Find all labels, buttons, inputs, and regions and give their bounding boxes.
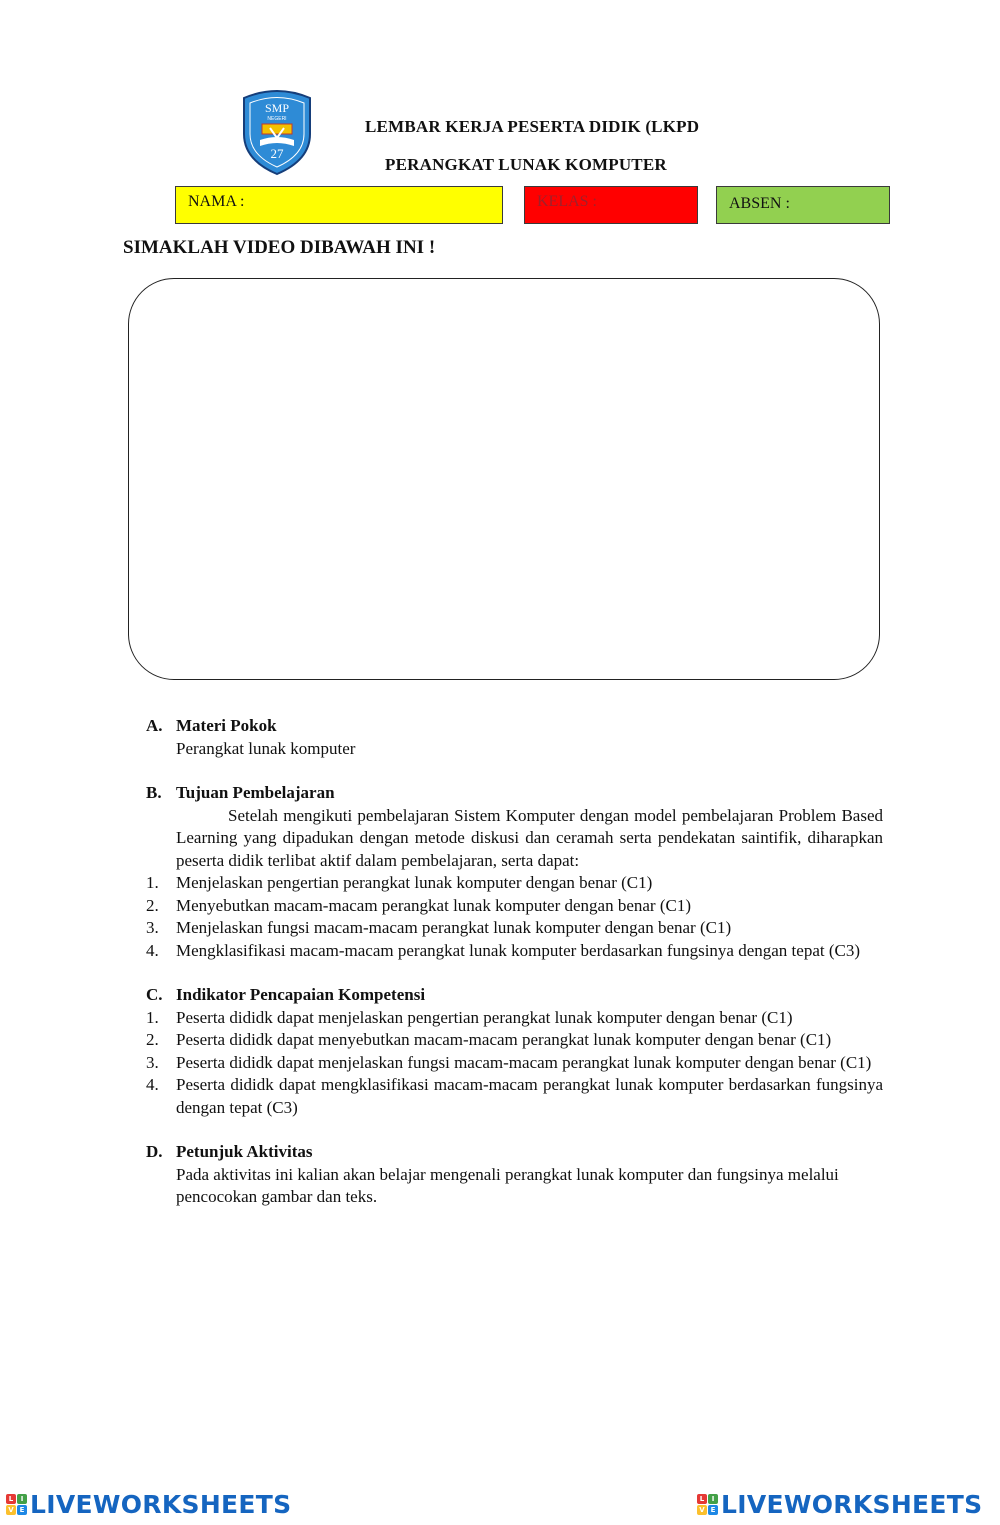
document-subtitle: PERANGKAT LUNAK KOMPUTER xyxy=(385,155,667,174)
section-letter: A. xyxy=(146,716,163,735)
watermark-right xyxy=(697,1490,982,1519)
kelas-field[interactable]: KELAS : xyxy=(524,186,698,224)
item-number: 3. xyxy=(146,918,159,937)
item-number: 4. xyxy=(146,1075,159,1094)
item-text: Menjelaskan pengertian perangkat lunak komputer dengan benar (C1) xyxy=(176,873,653,892)
item-number: 1. xyxy=(146,873,159,892)
item-text: Menyebutkan macam-macam perangkat lunak komputer dengan benar (C1) xyxy=(176,895,691,915)
list-item xyxy=(146,872,883,895)
video-frame[interactable] xyxy=(128,278,880,680)
list-item xyxy=(146,917,883,940)
section-letter: B. xyxy=(146,783,162,802)
section-letter: D. xyxy=(146,1142,163,1161)
svg-text:NEGERI: NEGERI xyxy=(267,116,287,122)
item-number: 4. xyxy=(146,940,159,960)
svg-text:27: 27 xyxy=(270,146,284,161)
section-tujuan-pembelajaran xyxy=(146,782,883,962)
section-heading xyxy=(146,715,883,738)
liveworksheets-logo-icon: L I V E xyxy=(697,1494,718,1515)
video-instruction: SIMAKLAH VIDEO DIBAWAH INI ! xyxy=(123,237,436,258)
section-heading xyxy=(146,984,883,1007)
watermark-text: LIVEWORKSHEETS xyxy=(721,1490,983,1519)
liveworksheets-logo-icon: L I V E xyxy=(6,1494,27,1515)
section-body: Pada aktivitas ini kalian akan belajar mengenali perangkat lunak komputer dan fungsinya melalui pencocokan gambar dan teks. xyxy=(176,1164,839,1206)
item-number: 1. xyxy=(146,1007,159,1027)
svg-text:SMP: SMP xyxy=(264,101,290,115)
list-item xyxy=(146,1074,883,1119)
item-number: 3. xyxy=(146,1052,159,1072)
item-text: Menjelaskan fungsi macam-macam perangkat lunak komputer dengan benar (C1) xyxy=(176,918,732,937)
watermark-text: LIVEWORKSHEETS xyxy=(30,1490,292,1519)
absen-field[interactable]: ABSEN : xyxy=(716,186,890,224)
item-text: Peserta dididk dapat menyebutkan macam-macam perangkat lunak komputer dengan benar (C1) xyxy=(176,1030,832,1049)
document-title: LEMBAR KERJA PESERTA DIDIK (LKPD xyxy=(365,117,700,136)
section-title: Indikator Pencapaian Kompetensi xyxy=(176,985,426,1004)
nama-field[interactable]: NAMA : xyxy=(175,186,503,224)
section-letter: C. xyxy=(146,985,163,1004)
section-title: Materi Pokok xyxy=(176,716,277,735)
list-item xyxy=(146,1007,883,1030)
section-body: Setelah mengikuti pembelajaran Sistem Komputer dengan model pembelajaran Problem Based Learning yang dipadukan dengan metode diskusi dan ceramah serta pendekatan saintifik, diharapkan peserta didik terlibat aktif dalam pembelajaran, serta dapat: xyxy=(176,805,883,870)
item-number: 2. xyxy=(146,1030,159,1049)
item-number: 2. xyxy=(146,895,159,915)
section-title: Petunjuk Aktivitas xyxy=(176,1142,313,1161)
section-indikator xyxy=(146,984,883,1119)
section-heading xyxy=(146,1141,883,1164)
item-text: Peserta dididk dapat mengklasifikasi macam-macam perangkat lunak komputer berdasarkan fungsinya dengan tepat (C3) xyxy=(176,1075,883,1117)
list-item xyxy=(146,895,883,918)
content-body xyxy=(146,715,883,1231)
watermark-left xyxy=(6,1490,291,1519)
section-heading xyxy=(146,782,883,805)
section-petunjuk xyxy=(146,1141,883,1209)
section-body: Perangkat lunak komputer xyxy=(176,738,356,758)
list-item xyxy=(146,940,883,963)
item-text: Peserta dididk dapat menjelaskan pengertian perangkat lunak komputer dengan benar (C1) xyxy=(176,1007,793,1027)
item-text: Mengklasifikasi macam-macam perangkat lunak komputer berdasarkan fungsinya dengan tepat (C3) xyxy=(176,940,861,960)
section-materi-pokok xyxy=(146,715,883,760)
objective-list xyxy=(146,872,883,962)
item-text: Peserta dididk dapat menjelaskan fungsi macam-macam perangkat lunak komputer dengan benar (C1) xyxy=(176,1052,872,1072)
section-title: Tujuan Pembelajaran xyxy=(176,783,335,802)
school-logo-icon xyxy=(240,88,314,176)
indicator-list xyxy=(146,1007,883,1120)
list-item xyxy=(146,1052,883,1075)
list-item xyxy=(146,1029,883,1052)
